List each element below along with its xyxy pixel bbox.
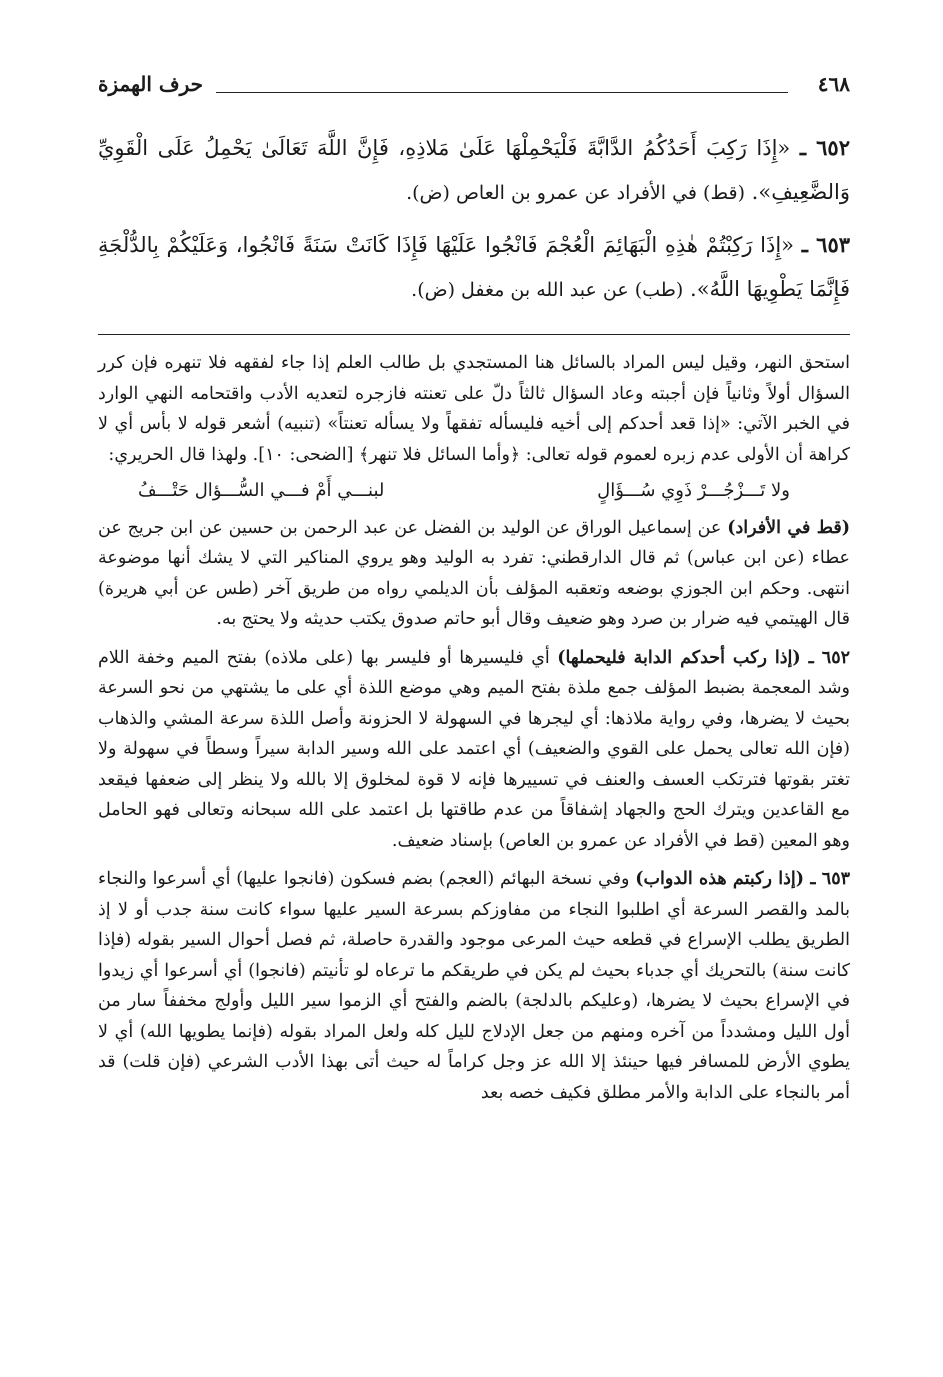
paragraph-lead: (قط في الأفراد) [727, 517, 850, 538]
paragraph-lead: ٦٥٣ ـ (إذا ركبتم هذه الدواب) [635, 869, 850, 889]
commentary-paragraph [98, 643, 850, 857]
commentary-paragraph [98, 864, 850, 1108]
commentary-paragraph: استحق النهر، وقيل ليس المراد بالسائل هنا المستجدي بل طالب العلم إذا جاء لفقهه فلا تنهره فإن كرر السؤال أولاً وثانياً فإن أجبته وعاد السؤال ثالثاً دلّ على تعنته فازجره لتعديه الأدب واقتحامه النهي الوارد في الخبر الآتي: «إذا قعد أحدكم إلى أخيه فليسأله تفقهاً ولا يسأله تعنتاً» (تنبيه) أشعر قوله لا بأس أي لا كراهة أن الأولى عدم زبره لعموم قوله تعالى: ﴿وأما السائل فلا تنهر﴾ [الضحى: ١٠]. ولهذا قال الحريري: [98, 353, 850, 465]
book-page [98, 60, 850, 1360]
section-separator [98, 334, 850, 335]
hadith-text: «إِذَا رَكِبَ أَحَدُكُمُ الدَّابَّةَ فَلْيَحْمِلْهَا عَلَىٰ مَلاذِهِ، فَإِنَّ اللَّهَ تَعَالَىٰ يَحْمِلُ عَلَى الْقَوِيِّ وَالضَّعِيفِ». [98, 136, 850, 204]
hadith-653 [98, 223, 850, 312]
paragraph-body: عن إسماعيل الوراق عن الوليد بن الفضل عن عبد الرحمن بن حسين عن ابن جريج عن عطاء (عن ابن عباس) ثم قال الدارقطني: تفرد به الوليد وهو يروي المناكير التي لا يشك أنها موضوعة انتهى. وحكم ابن الجوزي بوضعه وتعقبه المؤلف بأن الديلمي رواه من طريق آخر (طس عن أبي هريرة) قال الهيتمي فيه ضرار بن صرد وهو ضعيف وقال أبو حاتم صدوق يكتب حديثه ولا يحتج به. [98, 517, 850, 629]
poem-hemistich-left: لبنـــي أَمْ فـــي السُّـــؤال حَتْـــفُ [138, 480, 385, 501]
chapter-title: حرف الهمزة [98, 72, 204, 96]
paragraph-lead: ٦٥٢ ـ (إذا ركب أحدكم الدابة فليحملها) [557, 647, 850, 668]
hadith-652 [98, 126, 850, 215]
hadith-number: ٦٥٢ ـ [799, 135, 850, 160]
commentary-paragraph [98, 513, 850, 635]
page-header [98, 72, 850, 100]
paragraph-body: أي فليسيرها أو فليسر بها (على ملاذه) بفتح الميم وخفة اللام وشد المعجمة بضبط المؤلف جمع ملذة بفتح الميم وهي موضع اللذة أي على ما يشتهي من نحو السرعة بحيث لا يضرها، وفي رواية ملاذها: أي ليجرها في السهولة لا الحزونة وأصل اللذة سرعة المشي والذهاب (فإن الله تعالى يحمل على القوي والضعيف) أي اعتمد على الله وسير الدابة سيراً وسطاً في سهولة ولا تغتر بقوتها فترتكب العسف والعنف في تسييرها فإنه لا قوة لمخلوق إلا بالله ولا ينظر إلى ضعفها فيقعد مع القاعدين ويترك الحج والجهاد إشفاقاً من عدم طاقتها بل اعتمد على الله سبحانه وتعالى فهو الحامل وهو المعين (قط في الأفراد عن عمرو بن العاص) بإسناد ضعيف. [98, 647, 850, 851]
page-number: ٤٦٨ [817, 72, 850, 96]
hadith-source: (طب) عن عبد الله بن مغفل (ض). [411, 279, 684, 301]
hadith-source: (قط) في الأفراد عن عمرو بن العاص (ض). [406, 182, 745, 204]
hadith-text: «إِذَا رَكِبْتُمْ هٰذِهِ الْبَهَائِمَ الْعُجْمَ فَانْجُوا عَلَيْهَا فَإِذَا كَانَتْ سَنَةً فَانْجُوا، وَعَلَيْكُمْ بِالدُّلْجَةِ فَإِنَّمَا يَطْوِيهَا اللَّهُ». [98, 233, 850, 301]
paragraph-body: وفي نسخة البهائم (العجم) بضم فسكون (فانجوا عليها) أي أسرعوا والنجاء بالمد والقصر السرعة أي اطلبوا النجاء من مفاوزكم بسرعة السير عليها سواء كانت سنة جدب أو لا إذ الطريق يطلب الإسراع في قطعه حيث المرعى موجود والقدرة حاصلة، ثم فصل أحوال السير بقوله (فإذا كانت سنة) بالتحريك أي جدباء بحيث لم يكن في طريقكم ما ترعاه لو تأنيتم (فانجوا) أي أسرعوا أي زيدوا في الإسراع بحيث لا يضرها، (وعليكم بالدلجة) بالضم والفتح أي الزموا سير الليل وأولج مخففاً سار من أول الليل ومشدداً من آخره ومنهم من جعل الإدلاج لليل كله ولعل المراد بقوله (فإنما يطويها الله) أي لا يطوي الأرض للمسافر فيها حينئذ إلا الله عز وجل كراماً له حيث أتى بهذا الأدب الشرعي (فإن قلت) قد أمر بالنجاء على الدابة والأمر مطلق فكيف خصه بعد [98, 869, 850, 1103]
hadith-text-block [98, 126, 850, 320]
hadith-number: ٦٥٣ ـ [801, 232, 851, 257]
header-rule [216, 92, 788, 93]
poem-hemistich-right: ولا تَـــزْجُـــرْ ذَوِي سُـــؤَالٍ [597, 480, 790, 501]
poem-verse [98, 474, 850, 513]
commentary-block [98, 348, 850, 1112]
